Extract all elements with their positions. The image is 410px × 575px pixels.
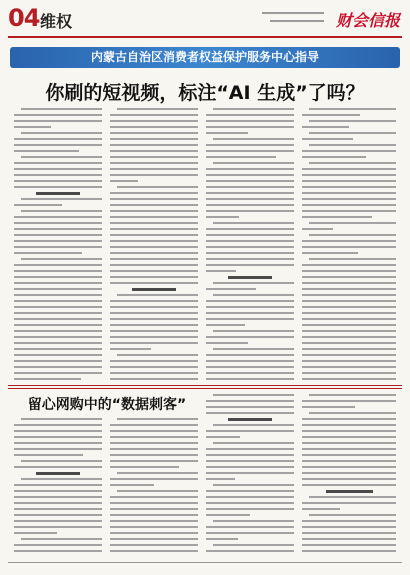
text-line bbox=[14, 300, 102, 302]
text-line bbox=[110, 348, 151, 350]
subheading-line bbox=[132, 288, 176, 291]
text-line bbox=[206, 550, 294, 552]
text-line bbox=[213, 394, 294, 396]
text-line bbox=[206, 354, 294, 356]
text-line bbox=[206, 372, 294, 374]
text-line bbox=[110, 276, 198, 278]
text-line bbox=[110, 436, 198, 438]
text-line bbox=[110, 342, 198, 344]
text-line bbox=[14, 312, 102, 314]
text-line bbox=[302, 138, 353, 140]
text-line bbox=[110, 550, 198, 552]
text-line bbox=[302, 246, 396, 248]
text-line bbox=[110, 258, 198, 260]
text-line bbox=[14, 360, 102, 362]
text-line bbox=[14, 550, 102, 552]
text-line bbox=[206, 514, 250, 516]
text-line bbox=[213, 544, 294, 546]
text-line bbox=[309, 496, 396, 498]
text-line bbox=[302, 270, 396, 272]
text-line bbox=[302, 276, 396, 278]
text-line bbox=[117, 418, 198, 420]
text-line bbox=[302, 466, 396, 468]
text-line bbox=[302, 228, 333, 230]
text-line bbox=[302, 150, 396, 152]
text-line bbox=[206, 538, 238, 540]
text-line bbox=[206, 270, 236, 272]
text-line bbox=[206, 216, 239, 218]
text-line bbox=[206, 342, 248, 344]
text-line bbox=[302, 508, 340, 510]
text-line bbox=[213, 222, 294, 224]
text-line bbox=[206, 204, 294, 206]
text-line bbox=[302, 454, 396, 456]
text-line bbox=[206, 400, 294, 402]
text-line bbox=[110, 430, 198, 432]
newspaper-logo: 财会信报 bbox=[335, 11, 400, 30]
text-line bbox=[14, 162, 102, 164]
text-line bbox=[21, 156, 102, 158]
text-line bbox=[110, 330, 198, 332]
text-line bbox=[110, 466, 179, 468]
section-title: 维权 bbox=[40, 12, 73, 31]
text-line bbox=[206, 246, 294, 248]
text-line bbox=[14, 288, 102, 290]
text-line bbox=[14, 342, 102, 344]
text-line bbox=[206, 324, 245, 326]
text-line bbox=[21, 210, 102, 212]
text-line bbox=[206, 264, 294, 266]
text-line bbox=[206, 114, 294, 116]
text-line bbox=[302, 300, 396, 302]
text-line bbox=[302, 252, 358, 254]
subheading-line bbox=[36, 192, 80, 195]
text-line bbox=[206, 502, 294, 504]
text-line bbox=[302, 318, 396, 320]
text-line bbox=[110, 372, 198, 374]
text-line bbox=[206, 132, 248, 134]
text-line bbox=[302, 532, 396, 534]
text-line bbox=[213, 162, 294, 164]
text-line bbox=[206, 472, 294, 474]
text-line bbox=[110, 424, 198, 426]
text-line bbox=[302, 400, 396, 402]
text-line bbox=[14, 514, 102, 516]
text-line bbox=[14, 378, 81, 380]
text-line bbox=[14, 454, 83, 456]
text-line bbox=[206, 466, 294, 468]
text-line bbox=[14, 484, 102, 486]
text-line bbox=[110, 228, 198, 230]
text-line bbox=[110, 270, 198, 272]
text-line bbox=[117, 472, 198, 474]
text-line bbox=[302, 550, 396, 552]
text-line bbox=[309, 412, 396, 414]
text-line bbox=[206, 228, 294, 230]
text-line bbox=[302, 430, 396, 432]
text-line bbox=[110, 502, 198, 504]
text-line bbox=[302, 210, 396, 212]
text-line bbox=[110, 150, 198, 152]
text-line bbox=[309, 120, 396, 122]
text-line bbox=[14, 532, 57, 534]
text-line bbox=[302, 372, 396, 374]
text-line bbox=[302, 484, 396, 486]
text-line bbox=[110, 234, 198, 236]
text-line bbox=[110, 198, 198, 200]
text-line bbox=[110, 216, 198, 218]
text-line bbox=[206, 120, 294, 122]
text-line bbox=[14, 240, 102, 242]
text-line bbox=[110, 174, 198, 176]
text-line bbox=[206, 460, 294, 462]
text-line bbox=[110, 514, 198, 516]
text-line bbox=[302, 198, 396, 200]
text-line bbox=[206, 126, 294, 128]
text-line bbox=[14, 348, 102, 350]
text-line bbox=[14, 366, 102, 368]
text-line bbox=[213, 424, 294, 426]
text-line bbox=[302, 442, 396, 444]
text-line bbox=[110, 448, 198, 450]
text-line bbox=[110, 168, 198, 170]
text-line bbox=[206, 306, 294, 308]
text-line bbox=[14, 508, 102, 510]
text-line bbox=[302, 342, 396, 344]
text-line bbox=[302, 156, 366, 158]
text-line bbox=[206, 532, 294, 534]
text-line bbox=[302, 366, 396, 368]
text-line bbox=[14, 318, 102, 320]
issue-date bbox=[270, 20, 324, 22]
footer-rule bbox=[8, 562, 402, 563]
text-line bbox=[14, 282, 102, 284]
text-line bbox=[110, 544, 198, 546]
text-line bbox=[213, 108, 294, 110]
text-line bbox=[14, 324, 102, 326]
text-line bbox=[14, 276, 102, 278]
text-line bbox=[206, 234, 294, 236]
text-line bbox=[302, 502, 396, 504]
text-line bbox=[110, 240, 198, 242]
text-line bbox=[110, 336, 198, 338]
text-line bbox=[14, 246, 102, 248]
text-line bbox=[110, 252, 198, 254]
header-rule bbox=[8, 36, 402, 38]
text-line bbox=[302, 544, 396, 546]
article-headline-bottom: 留心网购中的“数据刺客” bbox=[27, 397, 187, 413]
text-line bbox=[110, 484, 154, 486]
text-line bbox=[206, 168, 294, 170]
text-line bbox=[302, 406, 355, 408]
text-line bbox=[21, 460, 102, 462]
text-line bbox=[206, 378, 294, 380]
text-line bbox=[117, 108, 198, 110]
text-line bbox=[110, 138, 198, 140]
text-line bbox=[14, 336, 102, 338]
text-line bbox=[213, 520, 294, 522]
text-line bbox=[213, 138, 294, 140]
text-line bbox=[110, 120, 198, 122]
text-line bbox=[14, 234, 102, 236]
text-line bbox=[206, 318, 294, 320]
text-line bbox=[206, 156, 276, 158]
text-line bbox=[302, 336, 396, 338]
text-line bbox=[110, 312, 198, 314]
text-line bbox=[206, 406, 294, 408]
text-line bbox=[309, 394, 396, 396]
text-line bbox=[110, 526, 198, 528]
text-line bbox=[110, 180, 138, 182]
text-line bbox=[110, 156, 198, 158]
text-line bbox=[110, 246, 198, 248]
subheading-line bbox=[36, 472, 80, 475]
text-line bbox=[213, 484, 294, 486]
text-line bbox=[302, 360, 396, 362]
text-line bbox=[14, 228, 102, 230]
text-line bbox=[302, 192, 396, 194]
text-line bbox=[110, 366, 198, 368]
text-line bbox=[213, 442, 294, 444]
text-line bbox=[206, 430, 294, 432]
text-line bbox=[21, 132, 102, 134]
text-line bbox=[302, 478, 396, 480]
text-line bbox=[14, 448, 102, 450]
page-number: 04 bbox=[8, 4, 40, 32]
text-line bbox=[21, 108, 102, 110]
text-line bbox=[206, 198, 294, 200]
text-line bbox=[14, 372, 102, 374]
text-line bbox=[117, 354, 198, 356]
text-line bbox=[302, 312, 396, 314]
text-line bbox=[110, 478, 198, 480]
text-line bbox=[110, 204, 198, 206]
text-line bbox=[302, 448, 396, 450]
text-line bbox=[14, 544, 102, 546]
text-line bbox=[206, 144, 294, 146]
text-line bbox=[14, 126, 51, 128]
text-line bbox=[110, 520, 198, 522]
text-line bbox=[206, 496, 294, 498]
text-line bbox=[117, 294, 198, 296]
text-line bbox=[302, 354, 396, 356]
article-headline-top: 你刷的短视频，标注“AI 生成”了吗？ bbox=[45, 82, 365, 104]
text-line bbox=[206, 252, 294, 254]
text-line bbox=[302, 168, 396, 170]
text-line bbox=[206, 448, 294, 450]
text-line bbox=[21, 258, 102, 260]
text-line bbox=[14, 436, 102, 438]
text-line bbox=[206, 150, 294, 152]
text-line bbox=[206, 366, 294, 368]
text-line bbox=[14, 430, 102, 432]
text-line bbox=[14, 306, 102, 308]
text-line bbox=[302, 126, 349, 128]
text-line bbox=[213, 294, 294, 296]
text-line bbox=[206, 490, 294, 492]
text-line bbox=[302, 538, 396, 540]
text-line bbox=[302, 174, 396, 176]
text-line bbox=[302, 180, 396, 182]
text-line bbox=[14, 144, 102, 146]
text-line bbox=[206, 210, 294, 212]
text-line bbox=[14, 424, 102, 426]
text-line bbox=[213, 330, 294, 332]
text-line bbox=[309, 108, 396, 110]
text-line bbox=[302, 378, 396, 380]
text-line bbox=[302, 114, 360, 116]
text-line bbox=[309, 162, 396, 164]
text-line bbox=[302, 472, 396, 474]
text-line bbox=[206, 454, 294, 456]
text-line bbox=[302, 348, 396, 350]
text-line bbox=[14, 490, 102, 492]
text-line bbox=[213, 282, 294, 284]
text-line bbox=[14, 330, 102, 332]
text-line bbox=[110, 378, 198, 380]
text-line bbox=[302, 240, 396, 242]
text-line bbox=[14, 526, 102, 528]
text-line bbox=[206, 478, 235, 480]
text-line bbox=[206, 180, 294, 182]
text-line bbox=[110, 282, 198, 284]
text-line bbox=[110, 264, 198, 266]
text-line bbox=[302, 294, 396, 296]
text-line bbox=[14, 466, 102, 468]
text-line bbox=[309, 234, 396, 236]
text-line bbox=[14, 520, 102, 522]
text-line bbox=[302, 282, 396, 284]
text-line bbox=[110, 126, 198, 128]
text-line bbox=[14, 174, 102, 176]
text-line bbox=[309, 514, 396, 516]
subheading-line bbox=[228, 276, 272, 279]
text-line bbox=[206, 336, 294, 338]
text-line bbox=[302, 204, 396, 206]
text-line bbox=[14, 216, 102, 218]
text-line bbox=[206, 526, 294, 528]
text-line bbox=[110, 210, 198, 212]
text-line bbox=[110, 460, 198, 462]
text-line bbox=[110, 114, 198, 116]
guidance-banner: 内蒙古自治区消费者权益保护服务中心指导 bbox=[10, 47, 400, 68]
text-line bbox=[302, 436, 396, 438]
text-line bbox=[309, 132, 396, 134]
text-line bbox=[206, 192, 294, 194]
text-line bbox=[14, 114, 102, 116]
text-line bbox=[110, 324, 198, 326]
text-line bbox=[206, 436, 240, 438]
text-line bbox=[14, 138, 102, 140]
text-line bbox=[110, 222, 198, 224]
text-line bbox=[110, 454, 198, 456]
text-line bbox=[302, 460, 396, 462]
text-line bbox=[309, 222, 396, 224]
text-line bbox=[14, 180, 102, 182]
text-line bbox=[21, 418, 102, 420]
text-line bbox=[206, 186, 294, 188]
text-line bbox=[14, 222, 102, 224]
text-line bbox=[117, 186, 198, 188]
text-line bbox=[14, 496, 102, 498]
text-line bbox=[110, 508, 198, 510]
text-line bbox=[309, 144, 396, 146]
text-line bbox=[206, 312, 294, 314]
text-line bbox=[206, 258, 294, 260]
text-line bbox=[14, 264, 102, 266]
text-line bbox=[206, 412, 294, 414]
article-divider bbox=[8, 388, 402, 389]
text-line bbox=[302, 330, 396, 332]
text-line bbox=[206, 174, 294, 176]
text-line bbox=[14, 186, 102, 188]
text-line bbox=[110, 442, 198, 444]
text-line bbox=[110, 300, 198, 302]
text-line bbox=[110, 496, 198, 498]
text-line bbox=[302, 306, 396, 308]
text-line bbox=[309, 258, 396, 260]
text-line bbox=[302, 264, 396, 266]
text-line bbox=[206, 288, 256, 290]
text-line bbox=[14, 270, 102, 272]
text-line bbox=[14, 294, 102, 296]
text-line bbox=[14, 150, 79, 152]
text-line bbox=[302, 418, 396, 420]
text-line bbox=[302, 324, 396, 326]
text-line bbox=[110, 360, 198, 362]
subheading-line bbox=[326, 490, 373, 493]
article-divider bbox=[8, 385, 402, 386]
text-line bbox=[302, 288, 396, 290]
text-line bbox=[206, 360, 294, 362]
text-line bbox=[14, 168, 102, 170]
text-line bbox=[14, 502, 102, 504]
text-line bbox=[206, 300, 294, 302]
text-line bbox=[110, 192, 198, 194]
text-line bbox=[206, 240, 294, 242]
text-line bbox=[21, 478, 102, 480]
text-line bbox=[302, 526, 396, 528]
text-line bbox=[21, 198, 102, 200]
text-line bbox=[206, 508, 294, 510]
text-line bbox=[110, 132, 198, 134]
text-line bbox=[302, 424, 396, 426]
text-line bbox=[302, 520, 396, 522]
subheading-line bbox=[228, 418, 272, 421]
text-line bbox=[117, 490, 198, 492]
text-line bbox=[14, 442, 102, 444]
text-line bbox=[14, 120, 102, 122]
text-line bbox=[14, 204, 62, 206]
text-line bbox=[14, 354, 102, 356]
editor-credits bbox=[262, 12, 324, 14]
text-line bbox=[110, 532, 198, 534]
text-line bbox=[110, 144, 198, 146]
text-line bbox=[110, 162, 198, 164]
text-line bbox=[14, 252, 82, 254]
text-line bbox=[110, 306, 198, 308]
text-line bbox=[302, 186, 396, 188]
text-line bbox=[213, 348, 294, 350]
text-line bbox=[21, 538, 102, 540]
text-line bbox=[302, 216, 372, 218]
text-line bbox=[110, 538, 198, 540]
text-line bbox=[110, 318, 198, 320]
